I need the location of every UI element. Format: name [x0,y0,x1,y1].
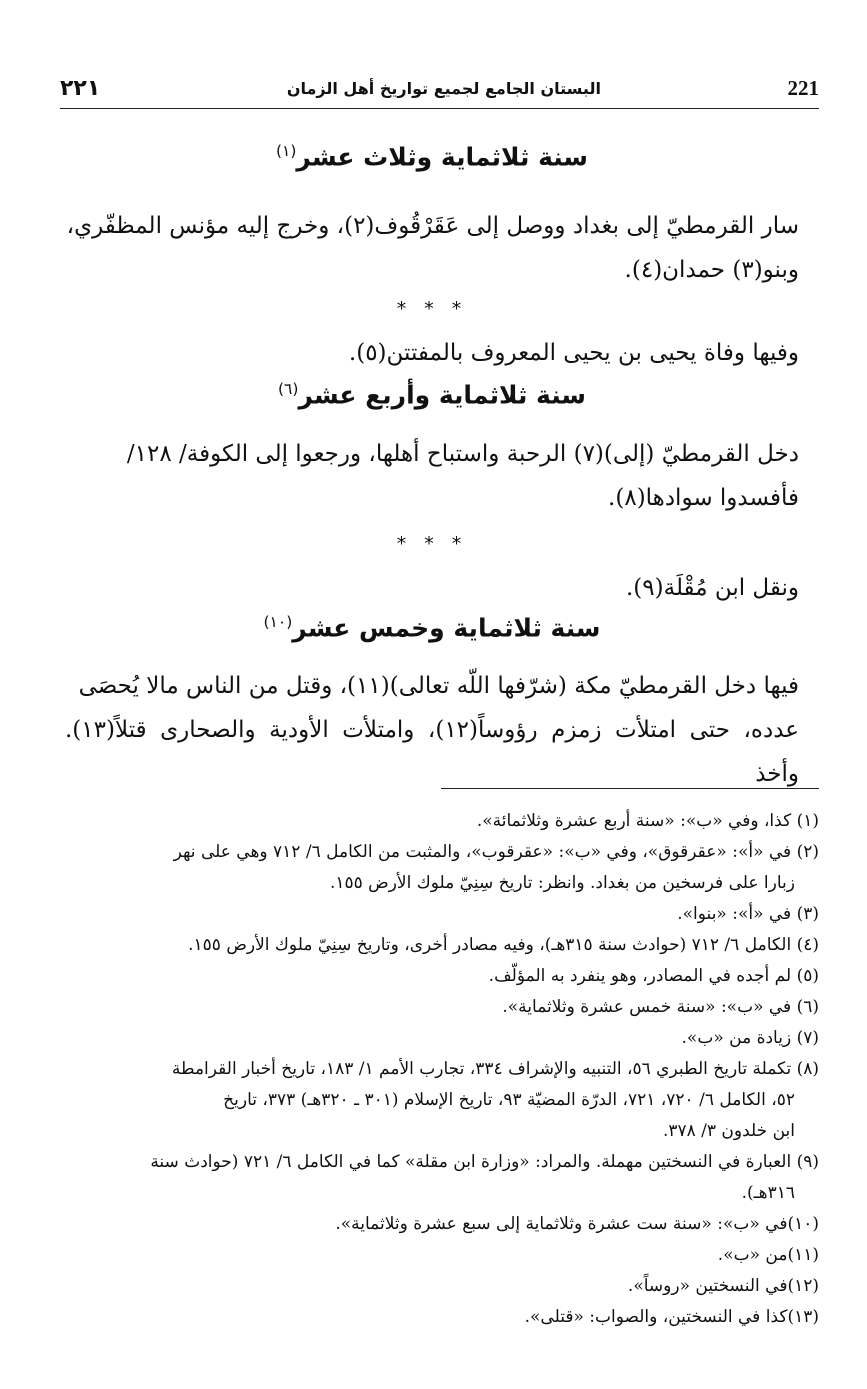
heading-text: سنة ثلاثماية وأربع عشر [298,380,586,410]
page-number-latin: 221 [787,75,819,100]
paragraph-line: فأفسدوا سوادها(٨). [608,485,799,511]
footnote-ref: (١) [275,142,297,160]
paragraph-line: عدده، حتى امتلأت زمزم رؤوساً(١٢)، وامتلأت الأودية والصحارى قتلاً(١٣). وأخذ [65,717,799,787]
footnotes [62,806,819,1333]
footnote [62,837,819,899]
footnote [62,1302,819,1333]
page-number-arabic: ٢٢١ [60,75,101,101]
footnote [62,806,819,837]
footnote-ref: (١٠) [263,613,293,631]
header-rule [60,108,819,109]
paragraph-line: فيها دخل القرمطيّ مكة (شرّفها اللّه تعالى)(١١)، وقتل من الناس مالا يُحصَى [78,673,799,699]
footnote-line: (٦) في «ب»: «سنة خمس عشرة وثلاثماية». [502,997,819,1017]
footnote-line: (١٢)في النسختين «روساً». [627,1276,819,1296]
running-title: البستان الجامع لجميع تواريخ أهل الزمان [286,78,601,98]
footnote [62,1271,819,1302]
paragraph [65,664,799,796]
footnote [62,1209,819,1240]
footnote-line: ٥٢، الكامل ٦/ ٧٢٠، ٧٢١، الدرّة المضيّة ٩٣، تاريخ الإسلام (٣٠١ ـ ٣٢٠هـ) ٣٧٣، تاريخ [223,1090,795,1110]
footnote-ref: (٦) [277,380,299,398]
footnote [62,930,819,961]
footnote [62,899,819,930]
heading-text: سنة ثلاثماية وخمس عشر [292,613,601,643]
footnote [62,1147,819,1209]
footnote-line: (١١)من «ب». [717,1245,819,1265]
section-heading [65,142,799,171]
heading-text: سنة ثلاثماية وثلاث عشر [296,142,589,172]
footnote [62,1023,819,1054]
footnote [62,1054,819,1147]
paragraph-line: ونقل ابن مُقْلَة(٩). [625,575,799,601]
running-header [60,72,819,104]
footnote [62,961,819,992]
footnote-line: زبارا على فرسخين من بغداد. وانظر: تاريخ سِنِيّ ملوك الأرض ١٥٥. [329,873,795,893]
footnote-line: (٧) زيادة من «ب». [681,1028,819,1048]
paragraph [65,204,799,292]
footnote-line: (١) كذا، وفي «ب»: «سنة أربع عشرة وثلاثمائة». [476,811,819,831]
footnote-line: (٢) في «أ»: «عقرقوق»، وفي «ب»: «عقرقوب»، والمثبت من الكامل ٦/ ٧١٢ وهي على نهر [173,842,819,862]
footnote-rule [441,788,819,789]
footnote-line: (١٠)في «ب»: «سنة ست عشرة وثلاثماية إلى سبع عشرة وثلاثماية». [335,1214,819,1234]
paragraph [65,432,799,520]
section-heading [65,380,799,409]
footnote-line: (٣) في «أ»: «بنوا». [677,904,819,924]
footnote-line: ابن خلدون ٣/ ٣٧٨. [662,1121,795,1141]
paragraph-line: سار القرمطيّ إلى بغداد ووصل إلى عَقَرْقُوف(٢)، وخرج إليه مؤنس المظفّري، [66,213,799,239]
section-heading [65,613,799,642]
section-separator: * * * [396,298,468,320]
footnote-line: (٨) تكملة تاريخ الطبري ٥٦، التنبيه والإشراف ٣٣٤، تجارب الأمم ١/ ١٨٣، تاريخ أخبار القرامطة [171,1059,819,1079]
section-separator: * * * [396,533,468,555]
footnote-line: (١٣)كذا في النسختين، والصواب: «قتلى». [524,1307,819,1327]
footnote-line: (٥) لم أجده في المصادر، وهو ينفرد به المؤلّف. [488,966,819,986]
footnote-line: (٩) العبارة في النسختين مهملة. والمراد: «وزارة ابن مقلة» كما في الكامل ٦/ ٧٢١ (حوادث سنة [150,1152,819,1172]
paragraph-line: وفيها وفاة يحيى بن يحيى المعروف بالمفتتن(٥). [348,340,799,366]
paragraph [65,566,799,610]
paragraph-line: دخل القرمطيّ (إلى)(٧) الرحبة واستباح أهلها، ورجعوا إلى الكوفة/ ١٢٨/ [126,441,799,467]
footnote [62,1240,819,1271]
paragraph [65,331,799,375]
footnote [62,992,819,1023]
footnote-line: (٤) الكامل ٦/ ٧١٢ (حوادث سنة ٣١٥هـ)، وفيه مصادر أخرى، وتاريخ سِنِيّ ملوك الأرض ١٥٥. [188,935,819,955]
paragraph-line: وبنو(٣) حمدان(٤). [624,257,799,283]
footnote-line: ٣١٦هـ). [741,1183,795,1203]
